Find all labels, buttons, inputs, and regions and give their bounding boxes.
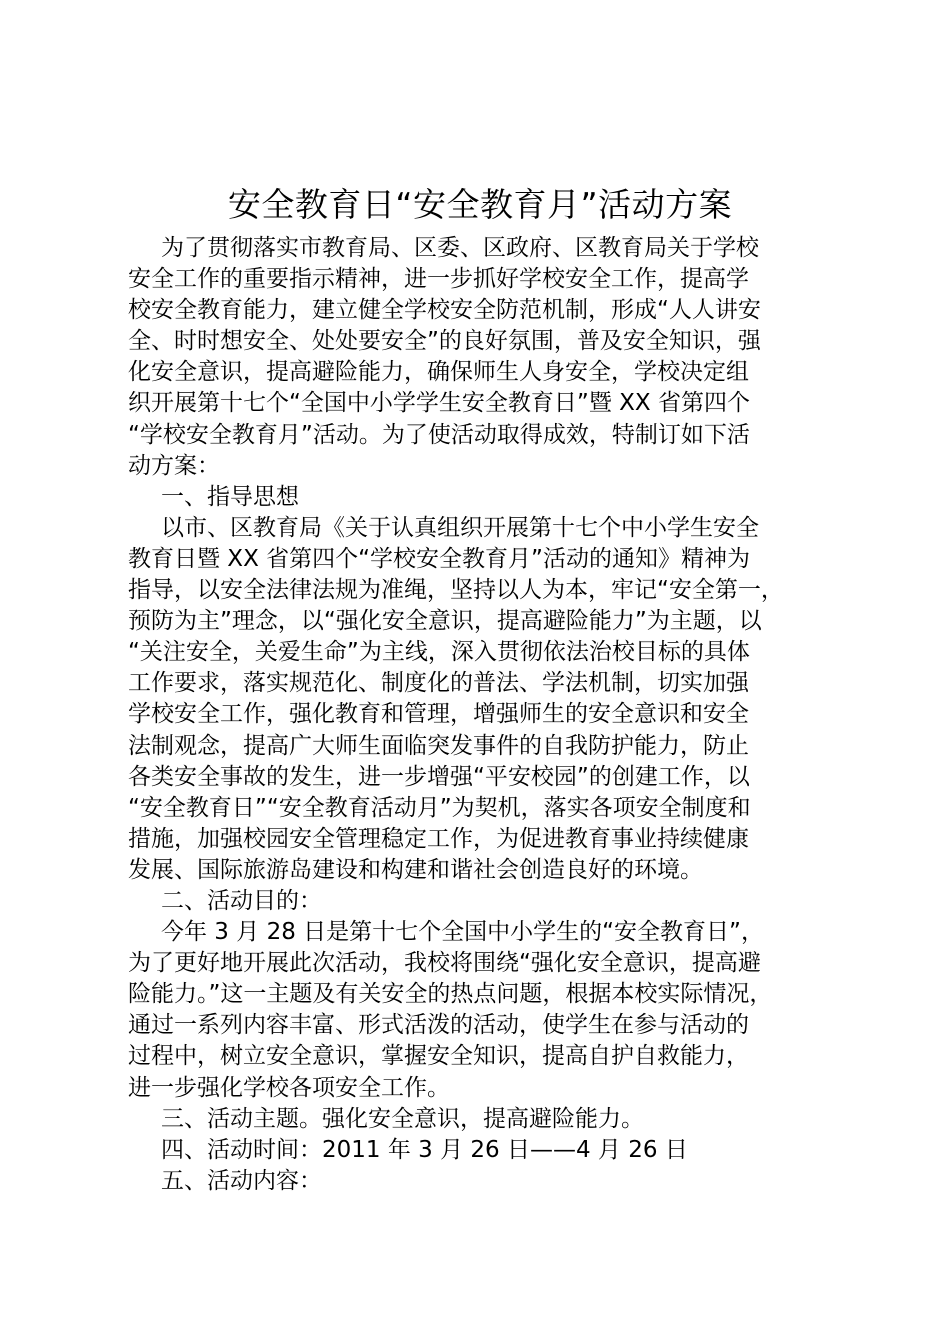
text-line: 指导，以安全法律法规为准绳，坚持以人为本，牢记“安全第一，	[128, 577, 784, 604]
text-line: 工作要求，落实规范化、制度化的普法、学法机制，切实加强	[128, 670, 749, 697]
text-line: 今年 3 月 28 日是第十七个全国中小学生的“安全教育日”，	[161, 919, 764, 946]
text-line: 化安全意识，提高避险能力，确保师生人身安全，学校决定组	[128, 359, 749, 386]
text-line: “安全教育日”“安全教育活动月”为契机，落实各项安全制度和	[128, 794, 751, 821]
text-line: “关注安全，关爱生命”为主线，深入贯彻依法治校目标的具体	[128, 639, 750, 666]
text-line: 安全工作的重要指示精神，进一步抓好学校安全工作，提高学	[128, 266, 749, 293]
text-line: “学校安全教育月”活动。为了使活动取得成效，特制订如下活	[128, 421, 750, 448]
text-line: 五、活动内容：	[161, 1167, 322, 1194]
text-line: 发展、国际旅游岛建设和构建和谐社会创造良好的环境。	[128, 856, 703, 883]
text-line: 措施，加强校园安全管理稳定工作，为促进教育事业持续健康	[128, 825, 749, 852]
text-line: 动方案：	[128, 452, 220, 479]
text-line: 过程中，树立安全意识，掌握安全知识，提高自护自救能力，	[128, 1043, 749, 1070]
text-line: 学校安全工作，强化教育和管理，增强师生的安全意识和安全	[128, 701, 749, 728]
text-line: 进一步强化学校各项安全工作。	[128, 1074, 450, 1101]
text-line: 三、活动主题。强化安全意识，提高避险能力。	[161, 1105, 644, 1132]
text-line: 预防为主”理念，以“强化安全意识，提高避险能力”为主题，以	[128, 608, 762, 635]
text-line: 法制观念，提高广大师生面临突发事件的自我防护能力，防止	[128, 732, 749, 759]
text-line: 各类安全事故的发生，进一步增强“平安校园”的创建工作，以	[128, 763, 750, 790]
text-line: 为了贯彻落实市教育局、区委、区政府、区教育局关于学校	[161, 235, 759, 261]
text-line: 为了更好地开展此次活动，我校将围绕“强化安全意识，提高避	[128, 950, 761, 977]
text-line: 织开展第十七个“全国中小学学生安全教育日”暨 XX 省第四个	[128, 390, 750, 417]
text-line: 通过一系列内容丰富、形式活泼的活动，使学生在参与活动的	[128, 1012, 749, 1039]
text-line: 以市、区教育局《关于认真组织开展第十七个中小学生安全	[161, 514, 759, 541]
text-line: 险能力。”这一主题及有关安全的热点问题，根据本校实际情况，	[128, 981, 773, 1008]
document-title: 安全教育日“安全教育月”活动方案	[227, 185, 733, 224]
text-line: 二、活动目的：	[161, 887, 322, 914]
document-body	[128, 233, 868, 1197]
text-line: 全、时时想安全、处处要安全”的良好氛围，普及安全知识，强	[128, 328, 761, 355]
text-line: 校安全教育能力，建立健全学校安全防范机制，形成“人人讲安	[128, 297, 761, 324]
text-line: 一、指导思想	[161, 483, 299, 510]
text-line: 四、活动时间：2011 年 3 月 26 日——4 月 26 日	[161, 1136, 688, 1163]
text-line: 教育日暨 XX 省第四个“学校安全教育月”活动的通知》精神为	[128, 545, 750, 572]
